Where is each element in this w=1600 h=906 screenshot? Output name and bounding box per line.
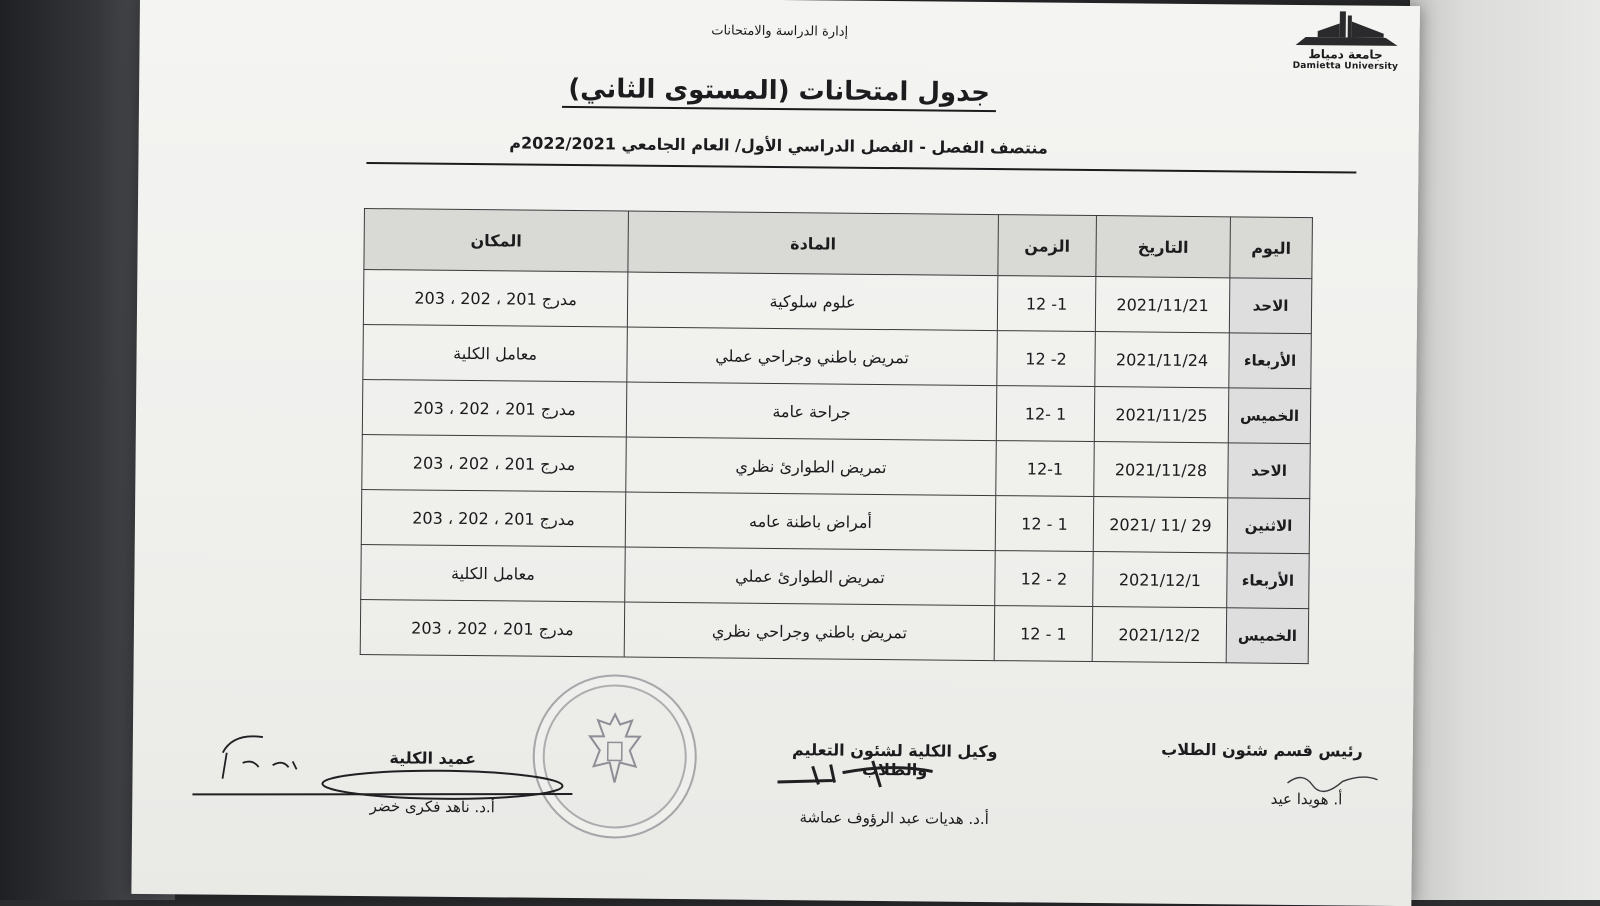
signature-name: أ. هويدا عيد xyxy=(1270,789,1343,809)
cell-time: 12 - 1 xyxy=(994,606,1093,662)
cell-location: مدرج 201 ، 202 ، 203 xyxy=(360,600,625,658)
column-header-day: اليوم xyxy=(1230,217,1313,279)
cell-time: 12-1 xyxy=(996,441,1095,497)
cell-location: مدرج 201 ، 202 ، 203 xyxy=(362,435,627,493)
page-title-text: جدول امتحانات (المستوى الثاني) xyxy=(562,74,996,112)
table-row xyxy=(362,380,1310,444)
cell-date: 2021/12/2 xyxy=(1092,607,1227,663)
page-subtitle: منتصف الفصل - الفصل الدراسي الأول/ العام الجامعي 2022/2021م xyxy=(509,133,1048,158)
cell-time: 12 - 2 xyxy=(995,551,1094,607)
exam-schedule-table xyxy=(360,208,1313,664)
cell-subject: أمراض باطنة عامه xyxy=(625,492,996,551)
column-header-date: التاريخ xyxy=(1096,216,1231,278)
background-right xyxy=(1410,0,1600,900)
cell-day: الاحد xyxy=(1228,443,1311,499)
cell-subject: علوم سلوكية xyxy=(627,272,998,331)
signature-name: أ.د. ناهد فكرى خضر xyxy=(369,797,495,817)
signature-title: وكيل الكلية لشئون التعليم والطلاب xyxy=(791,740,998,780)
cell-time: 12 -2 xyxy=(997,331,1096,387)
page-title xyxy=(139,70,1419,112)
table-row xyxy=(361,490,1309,554)
cell-date: 2021/12/1 xyxy=(1093,552,1228,608)
cell-date: 2021/ 11/ 29 xyxy=(1093,497,1228,553)
cell-subject: جراحة عامة xyxy=(626,382,997,441)
table-row xyxy=(361,545,1309,609)
cell-location: مدرج 201 ، 202 ، 203 xyxy=(361,490,626,548)
cell-location: مدرج 201 ، 202 ، 203 xyxy=(362,380,627,438)
cell-day: الخميس xyxy=(1226,608,1309,664)
exam-schedule-document xyxy=(131,0,1420,906)
cell-time: 12- 1 xyxy=(996,386,1095,442)
dean-signature-scribble-icon xyxy=(192,722,613,816)
cell-time: 12 -1 xyxy=(997,276,1096,332)
cell-location: معامل الكلية xyxy=(363,325,628,383)
cell-day: الأربعاء xyxy=(1229,333,1312,389)
cell-date: 2021/11/28 xyxy=(1094,442,1229,498)
cell-day: الاثنين xyxy=(1227,498,1310,554)
cell-day: الخميس xyxy=(1228,388,1311,444)
cell-subject: تمريض باطني وجراحي عملي xyxy=(627,327,998,386)
student-affairs-signature-scribble-icon xyxy=(1282,765,1382,796)
cell-location: معامل الكلية xyxy=(361,545,626,603)
table-row xyxy=(363,325,1311,389)
table-row xyxy=(363,270,1311,334)
table-header-row xyxy=(364,209,1313,279)
logo-arabic-text: جامعة دمياط xyxy=(1308,47,1383,62)
vice-dean-signature-scribble-icon xyxy=(772,752,942,794)
cell-day: الاحد xyxy=(1229,278,1312,334)
cell-subject: تمريض باطني وجراحي نظري xyxy=(624,602,995,661)
cell-date: 2021/11/21 xyxy=(1095,277,1230,333)
signature-name: أ.د. هديات عبد الرؤوف عماشة xyxy=(799,808,989,829)
cell-date: 2021/11/24 xyxy=(1095,332,1230,388)
cell-day: الأربعاء xyxy=(1227,553,1310,609)
cell-subject: تمريض الطوارئ نظري xyxy=(626,437,997,496)
table-row xyxy=(360,600,1308,664)
cell-location: مدرج 201 ، 202 ، 203 xyxy=(363,270,628,328)
department-name: إدارة الدراسة والامتحانات xyxy=(711,23,849,40)
signature-title: عميد الكلية xyxy=(389,748,477,769)
table-row xyxy=(362,435,1310,499)
column-header-time: الزمن xyxy=(998,215,1097,277)
header-divider xyxy=(366,162,1356,174)
signature-title: رئيس قسم شئون الطلاب xyxy=(1161,739,1363,761)
logo-english-text: Damietta University xyxy=(1292,60,1399,72)
cell-date: 2021/11/25 xyxy=(1094,387,1229,443)
column-header-location: المكان xyxy=(364,209,629,273)
cell-time: 12 - 1 xyxy=(995,496,1094,552)
column-header-subject: المادة xyxy=(628,211,999,276)
cell-subject: تمريض الطوارئ عملي xyxy=(625,547,996,606)
